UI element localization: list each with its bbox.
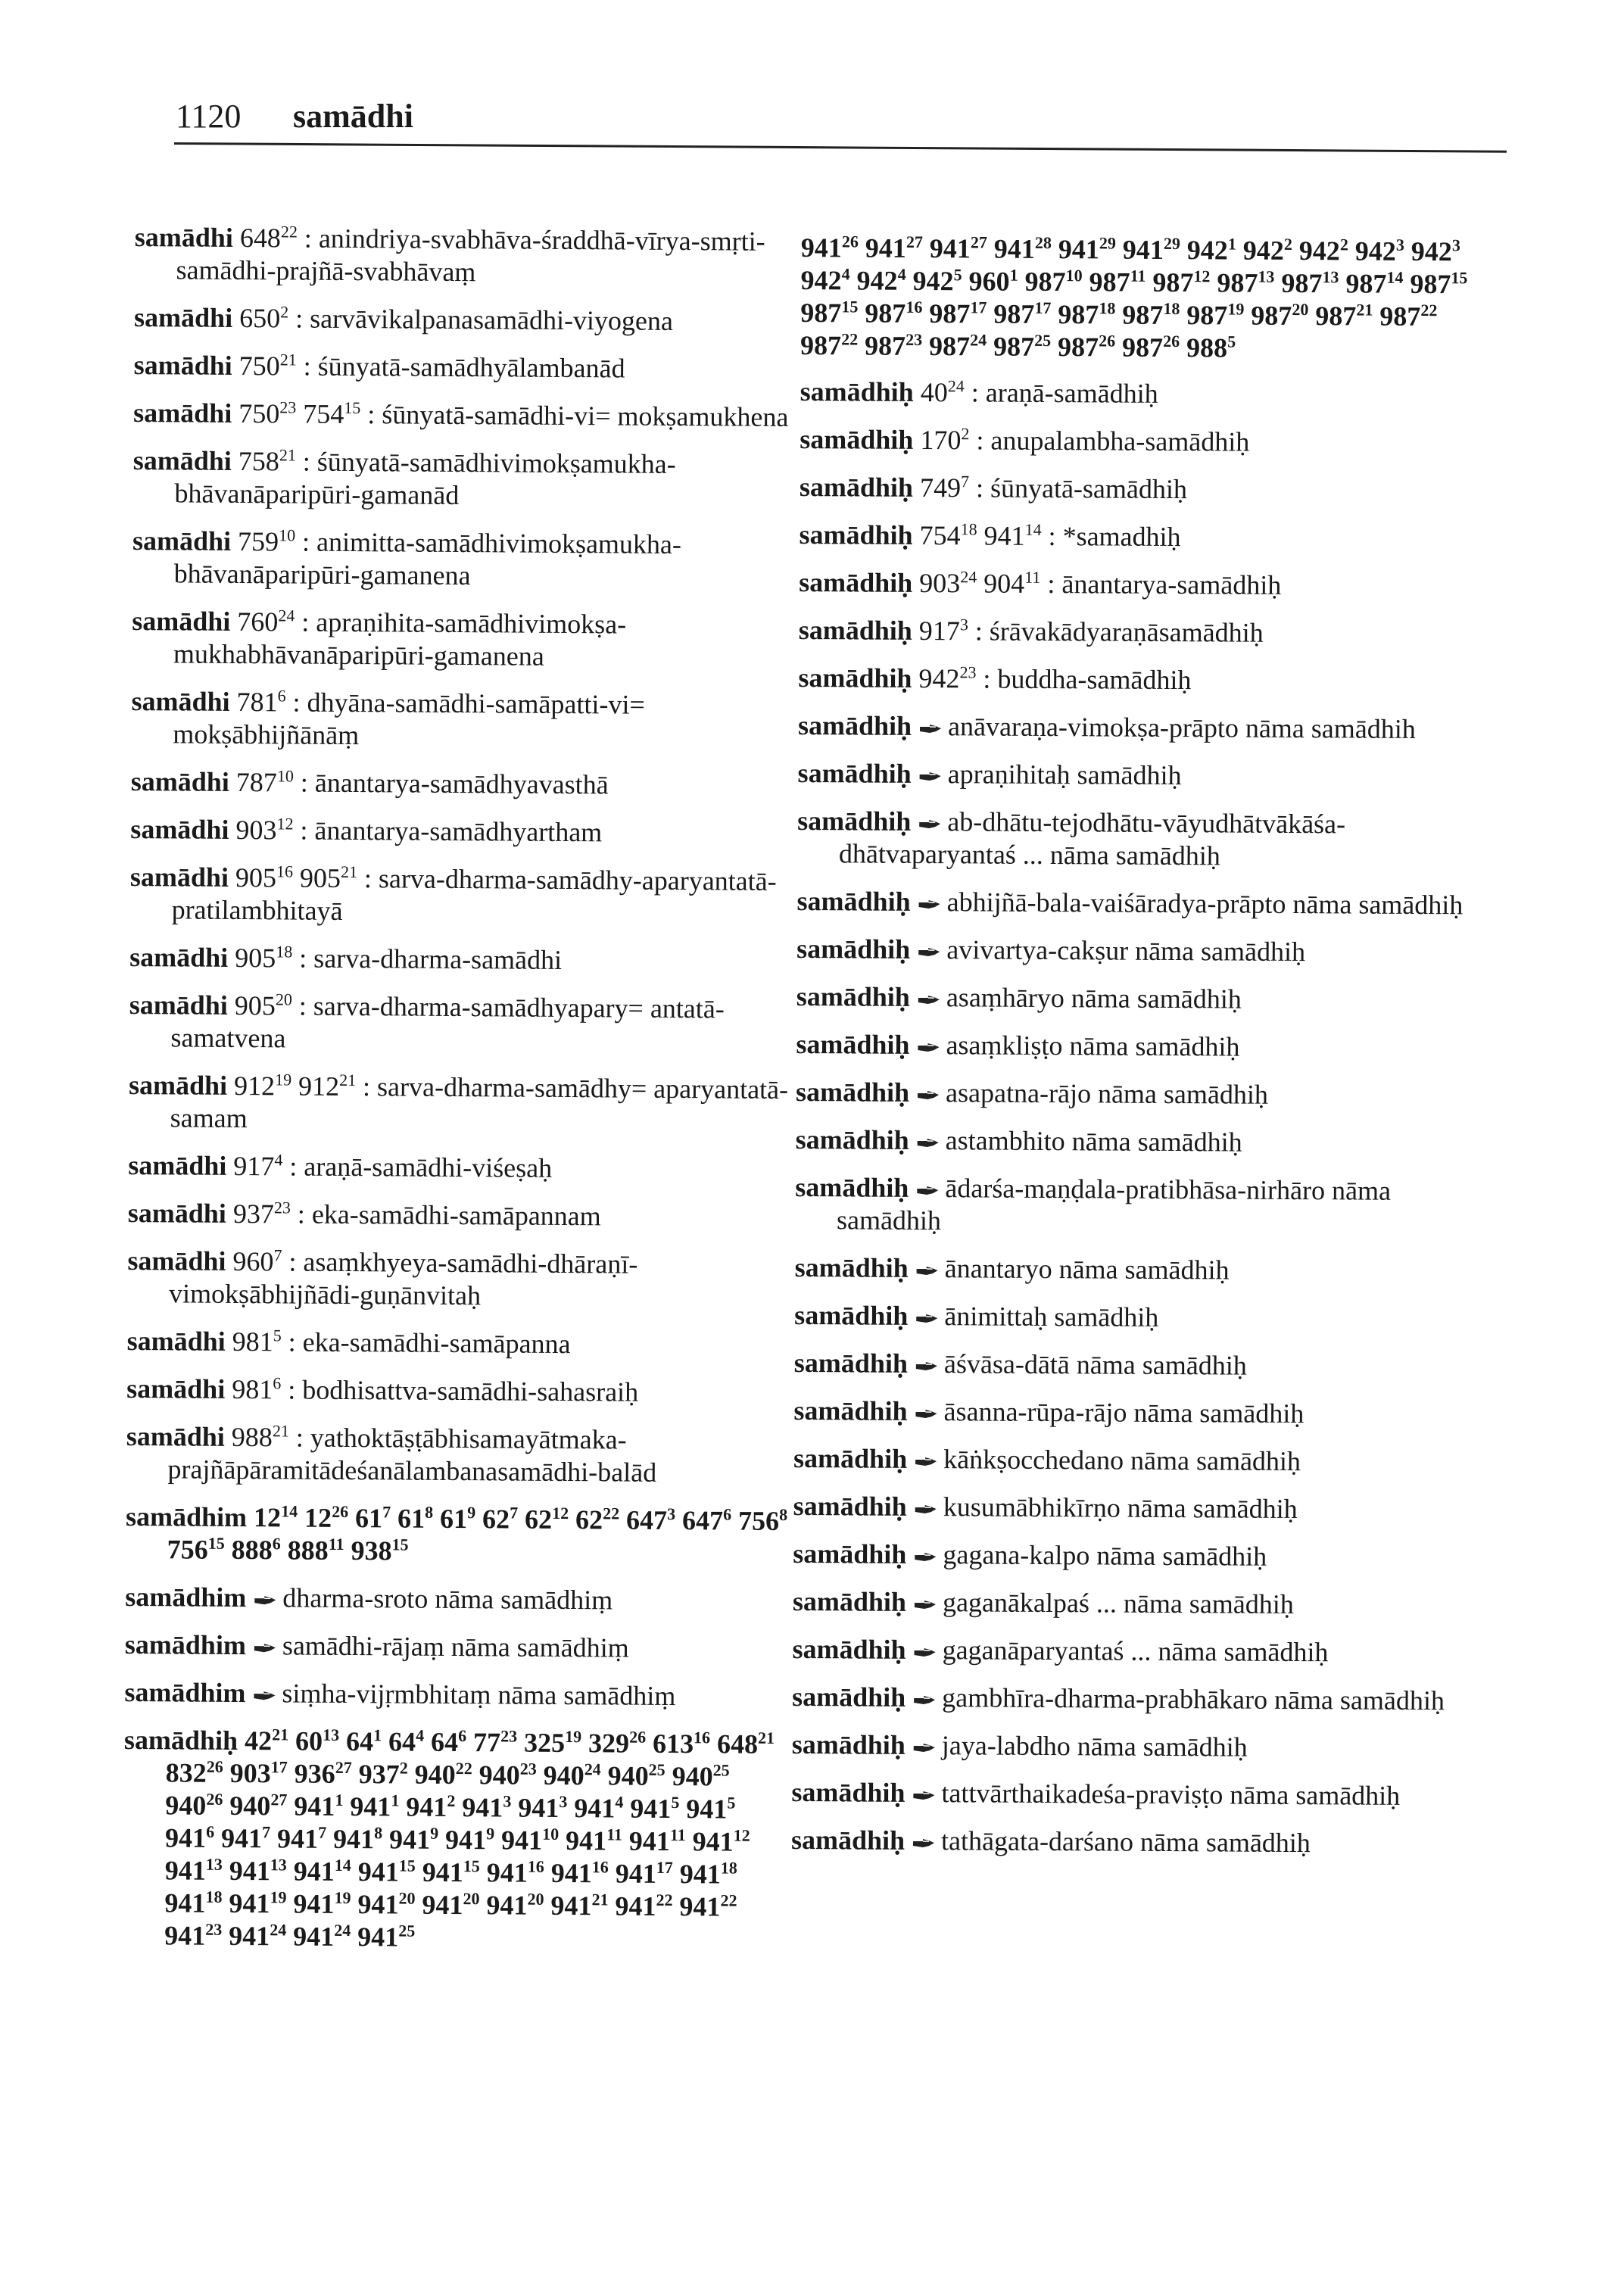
cross-reference-text: astambhito nāma samādhiḥ <box>945 1125 1242 1158</box>
cross-reference-entry <box>797 805 1479 874</box>
definition: anupalambha-samādhiḥ <box>990 425 1250 457</box>
headword: samādhi <box>130 765 230 797</box>
cross-reference-entry <box>793 1395 1475 1431</box>
definition: śūnyatā-samādhivimokṣamukha-bhāvanāparipūri-gamanād <box>174 446 676 510</box>
entry: samādhi $960^7$ : asaṃkhyeya-samādhi-dhāraṇī-vimokṣābhijñādi-guṇānvitaḥ <box>127 1245 638 1311</box>
entry: samādhi $650^2$ : sarvāvikalpanasamādhi-viyogena <box>133 301 674 336</box>
definition: *samadhiḥ <box>1062 521 1181 553</box>
headword: samādhi <box>126 1325 226 1357</box>
entry: samādhiḥ $903^{24}$ $904^{11}$ : ānantarya-samādhiḥ <box>799 566 1282 600</box>
page-references: $905^{18}$ <box>235 942 293 974</box>
cross-reference-entry <box>792 1681 1473 1717</box>
entry: samādhi $758^{21}$ : śūnyatā-samādhivimokṣamukha-bhāvanāparipūri-gamanād <box>132 444 676 510</box>
entry: samādhiḥ $170^2$ : anupalambha-samādhiḥ <box>800 423 1250 457</box>
headword: samādhiḥ <box>799 519 913 550</box>
cross-reference-entry <box>792 1633 1473 1669</box>
headword: samādhi <box>133 301 233 333</box>
page-header <box>176 97 1508 142</box>
headword: samādhi <box>134 221 234 253</box>
definition: sarva-dharma-samādhyapary= antatā-samatvena <box>170 990 725 1054</box>
left-column <box>123 221 801 1971</box>
cross-reference-text: dharma-sroto nāma samādhiṃ <box>282 1582 613 1616</box>
headword: samādhim <box>125 1501 248 1533</box>
definition: ānantarya-samādhyartham <box>314 815 603 848</box>
page-references: $942^{23}$ <box>918 662 977 694</box>
headword: samādhiḥ <box>795 1124 909 1155</box>
pointing-hand-icon <box>914 1600 937 1610</box>
entry: samādhi $905^{20}$ : sarva-dharma-samādhyapary= antatā-samatvena <box>129 989 725 1054</box>
cross-reference-entry <box>798 709 1479 746</box>
definition: araṇā-samādhi-viśeṣaḥ <box>304 1151 553 1183</box>
headword: samādhiḥ <box>123 1724 238 1756</box>
headword: samādhiḥ <box>798 614 912 646</box>
headword: samādhiḥ <box>794 1251 909 1283</box>
entry: samādhi $750^{23}$ $754^{15}$ : śūnyatā-samādhi-vi= mokṣamukhena <box>133 397 789 433</box>
cross-reference-text: gaganākalpaś ... nāma samādhiḥ <box>942 1587 1294 1620</box>
page-references: $42^{21}$ $60^{13}$ $64^1$ $64^4$ $64^6$ $77^{23}$ $325^{19}$ $329^{26}$ $613^{16}$ $648^{21}$ $832^{26}$ $903^{17}$ $936^{27}$ $937^2$ $940^{22}$ $940^{23}$ $940^{24}$ $940^{25}$ $940^{25}$ $940^{26}$ $940^{27}$ $941^1$ $941^1$ $941^2$ $941^3$ $941^3$ $941^4$ $941^5$ $941^5$ $941^6$ $941^7$ $941^7$ $941^8$ $941^9$ $941^9$ $941^{10}$ $941^{11}$ $941^{11}$ $941^{12}$ $941^{13}$ $941^{13}$ $941^{14}$ $941^{15}$ $941^{15}$ $941^{16}$ $941^{16}$ $941^{17}$ $941^{18}$ $941^{18}$ $941^{19}$ $941^{19}$ $941^{20}$ $941^{20}$ $941^{20}$ $941^{21}$ $941^{22}$ $941^{22}$ $941^{23}$ $941^{24}$ $941^{24}$ $941^{25}$ <box>164 1725 775 1953</box>
headword: samādhi <box>128 1149 227 1181</box>
cross-reference-entry <box>796 1076 1477 1112</box>
definition: ānantarya-samādhiḥ <box>1061 569 1282 600</box>
entry: samādhiḥ $40^{24}$ : araṇā-samādhiḥ <box>800 376 1158 409</box>
headword: samādhiḥ <box>793 1395 908 1426</box>
cross-reference-text: gagana-kalpo nāma samādhiḥ <box>943 1539 1267 1572</box>
page-references: $12^{14}$ $12^{26}$ $61^7$ $61^8$ $61^9$ $62^7$ $62^{12}$ $62^{22}$ $647^3$ $647^6$ $756^8$ $756^{15}$ $888^6$ $888^{11}$ $938^{15}$ <box>167 1501 788 1566</box>
entry: samādhi $759^{10}$ : animitta-samādhivimokṣamukha-bhāvanāparipūri-gamanena <box>132 525 682 591</box>
cross-reference-entry <box>796 1124 1477 1160</box>
entry: samādhi $750^{21}$ : śūnyatā-samādhyālambanād <box>133 349 625 384</box>
page-references: $917^4$ <box>233 1150 283 1182</box>
pointing-hand-icon <box>914 1647 937 1658</box>
headword: samādhiḥ <box>793 1538 907 1569</box>
pointing-hand-icon <box>914 1552 937 1563</box>
cross-reference-entry <box>794 1299 1476 1336</box>
headword: samādhi <box>128 1069 228 1101</box>
headword: samādhi <box>129 989 228 1021</box>
cross-reference-text: āsanna-rūpa-rājo nāma samādhiḥ <box>943 1396 1304 1429</box>
cross-reference-text: avivartya-cakṣur nāma samādhiḥ <box>946 934 1306 968</box>
headword: samādhiḥ <box>791 1776 906 1808</box>
headword: samādhi <box>133 349 232 381</box>
headword: samādhim <box>125 1581 247 1613</box>
page-references: $937^{23}$ <box>232 1198 291 1230</box>
references-continued: $941^{26}$ $941^{27}$ $941^{27}$ $941^{28}$ $941^{29}$ $941^{29}$ $942^1$ $942^2$ $942^2$ $942^3$ $942^3$ $942^4$ $942^4$ $942^5$ $960^1$ $987^{10}$ $987^{11}$ $987^{12}$ $987^{13}$ $987^{13}$ $987^{14}$ $987^{15}$ $987^{15}$ $987^{16}$ $987^{17}$ $987^{17}$ $987^{18}$ $987^{18}$ $987^{19}$ $987^{20}$ $987^{21}$ $987^{22}$ $987^{22}$ $987^{23}$ $987^{24}$ $987^{25}$ $987^{26}$ $987^{26}$ $988^5$ <box>800 232 1468 363</box>
headword: samādhiḥ <box>792 1681 906 1713</box>
cross-reference-entry <box>793 1490 1475 1526</box>
headword: samādhiḥ <box>800 423 914 455</box>
cross-reference-entry <box>796 1028 1477 1064</box>
cross-reference-text: ānantaryo nāma samādhiḥ <box>944 1253 1230 1286</box>
page-references: $648^{22}$ <box>239 222 298 254</box>
page-references: $170^2$ <box>920 424 970 456</box>
cross-reference-entry <box>795 1171 1477 1240</box>
headword: samādhi <box>133 397 232 429</box>
headword: samādhi <box>129 941 229 973</box>
page-references: $760^{24}$ <box>237 606 295 637</box>
entry: samādhi $781^6$ : dhyāna-samādhi-samāpatti-vi= mokṣābhijñānāṃ <box>131 685 645 751</box>
definition: śūnyatā-samādhiḥ <box>990 472 1188 505</box>
pointing-hand-icon <box>916 1266 939 1276</box>
headword: samādhi <box>127 1245 226 1276</box>
cross-reference-text: apraṇihitaḥ samādhiḥ <box>947 759 1182 791</box>
definition: animitta-samādhivimokṣamukha-bhāvanāparipūri-gamanena <box>173 526 682 591</box>
headword: samādhiḥ <box>797 805 912 837</box>
headword: samādhi <box>130 813 229 845</box>
definition: anindriya-svabhāva-śraddhā-vīrya-smṛti-samādhi-prajñā-svabhāvaṃ <box>176 223 765 288</box>
cross-reference-text: tathāgata-darśano nāma samādhiḥ <box>940 1825 1311 1859</box>
page-references: $781^6$ <box>236 686 286 718</box>
pointing-hand-icon <box>912 1791 935 1801</box>
pointing-hand-icon <box>917 1043 940 1053</box>
headword: samādhi <box>126 1420 225 1452</box>
definition: sarva-dharma-samādhy= aparyantatā-samam <box>170 1071 789 1134</box>
headword: samādhiḥ <box>795 1076 910 1108</box>
pointing-hand-icon <box>918 819 941 830</box>
page-references: $903^{24}$ $904^{11}$ <box>919 567 1041 599</box>
cross-reference-entry <box>124 1676 790 1713</box>
definition: dhyāna-samādhi-samāpatti-vi= mokṣābhijñānāṃ <box>173 687 645 751</box>
headword: samādhi <box>131 685 230 717</box>
cross-reference-entry <box>791 1824 1473 1860</box>
page-references: $754^{18}$ $941^{14}$ <box>919 519 1042 551</box>
cross-reference-text: kusumābhikīrṇo nāma samādhiḥ <box>943 1491 1298 1525</box>
pointing-hand-icon <box>253 1691 276 1701</box>
entry: samādhi $981^6$ : bodhisattva-samādhi-sahasraiḥ <box>126 1373 639 1407</box>
cross-reference-entry <box>795 1251 1476 1288</box>
page-references: $981^6$ <box>232 1373 282 1405</box>
definition: śrāvakādyaraṇāsamādhiḥ <box>989 616 1264 648</box>
pointing-hand-icon <box>912 1838 935 1849</box>
cross-reference-text: gambhīra-dharma-prabhākaro nāma samādhiḥ <box>942 1682 1445 1716</box>
pointing-hand-icon <box>918 995 940 1005</box>
pointing-hand-icon <box>254 1595 276 1606</box>
cross-reference-entry <box>793 1585 1474 1622</box>
page-number: 1120 <box>176 98 242 135</box>
cross-reference-entry <box>793 1442 1475 1479</box>
pointing-hand-icon <box>919 724 942 734</box>
cross-reference-text: samādhi-rājaṃ nāma samādhiṃ <box>282 1630 629 1663</box>
pointing-hand-icon <box>915 1409 937 1420</box>
pointing-hand-icon <box>917 1138 940 1149</box>
definition: sarvāvikalpanasamādhi-viyogena <box>310 303 674 336</box>
headword: samādhim <box>124 1676 246 1709</box>
page-references: $650^2$ <box>239 302 289 334</box>
cross-reference-entry <box>791 1776 1473 1812</box>
page-references: $903^{12}$ <box>235 814 294 846</box>
headword: samādhiḥ <box>798 662 912 693</box>
definition: araṇā-samādhiḥ <box>985 377 1158 409</box>
definition: ānantarya-samādhyavasthā <box>314 767 609 800</box>
cross-reference-entry <box>794 1347 1476 1383</box>
headword: samādhiḥ <box>797 757 912 789</box>
cross-reference-text: jaya-labdho nāma samādhiḥ <box>941 1730 1248 1763</box>
headword: samādhiḥ <box>799 471 914 503</box>
cross-reference-text: tattvārthaikadeśa-praviṣṭo nāma samādhiḥ <box>941 1778 1401 1811</box>
cross-reference-text: anāvaraṇa-vimokṣa-prāpto nāma samādhih <box>947 711 1416 744</box>
headword: samādhiḥ <box>796 980 911 1012</box>
headword: samādhim <box>124 1629 247 1661</box>
cross-reference-text: ab-dhātu-tejodhātu-vāyudhātvākāśa-dhātvaparyantaś ... nāma samādhiḥ <box>838 806 1346 871</box>
headword: samādhi <box>129 861 229 893</box>
headword: samādhiḥ <box>800 376 914 407</box>
definition: śūnyatā-samādhi-vi= mokṣamukhena <box>382 399 789 433</box>
entry: samādhi $988^{21}$ : yathoktāṣṭābhisamayātmaka-prajñāpāramitādeśanālambanasamādhi-balād <box>126 1420 657 1488</box>
entry: samādhi $905^{16}$ $905^{21}$ : sarva-dharma-samādhy-aparyantatā-pratilambhitayā <box>129 861 777 926</box>
pointing-hand-icon <box>916 1186 939 1196</box>
definition: eka-samādhi-samāpanna <box>302 1326 571 1360</box>
headword: samādhiḥ <box>796 1028 910 1060</box>
cross-reference-text: asaṃkliṣṭo nāma samādhiḥ <box>946 1030 1240 1062</box>
entry: samādhi $912^{19}$ $912^{21}$ : sarva-dharma-samādhy= aparyantatā-samam <box>128 1069 789 1134</box>
definition: sarva-dharma-samādhy-aparyantatā-pratilambhitayā <box>171 863 777 926</box>
definition: buddha-samādhiḥ <box>997 663 1192 696</box>
headword: samādhiḥ <box>799 566 913 598</box>
definition: bodhisattva-samādhi-sahasraiḥ <box>302 1374 639 1407</box>
entry: samādhi $905^{18}$ : sarva-dharma-samādhi <box>129 941 563 975</box>
entry: samādhi $937^{23}$ : eka-samādhi-samāpannam <box>127 1197 601 1232</box>
page-references: $917^3$ <box>918 615 968 647</box>
cross-reference-entry <box>796 933 1478 969</box>
pointing-hand-icon <box>918 947 940 958</box>
page-references: $912^{19}$ $912^{21}$ <box>233 1070 357 1102</box>
entry <box>123 1724 790 1956</box>
pointing-hand-icon <box>919 771 942 782</box>
cross-reference-entry <box>792 1728 1473 1765</box>
page-references: $750^{23}$ $754^{15}$ <box>238 397 361 429</box>
header-rule <box>174 142 1507 153</box>
cross-reference-text: siṃha-vijṛmbhitaṃ nāma samādhiṃ <box>282 1678 676 1712</box>
headword: samādhiḥ <box>793 1347 909 1379</box>
pointing-hand-icon <box>913 1695 936 1706</box>
entry: samādhi $787^{10}$ : ānantarya-samādhyavasthā <box>130 765 609 800</box>
headword: samādhiḥ <box>792 1633 906 1665</box>
pointing-hand-icon <box>913 1743 936 1753</box>
cross-reference-text: kāṅkṣocchedano nāma samādhiḥ <box>943 1444 1301 1477</box>
cross-reference-text: gaganāparyantaś ... nāma samādhiḥ <box>942 1635 1329 1668</box>
headword: samādhiḥ <box>797 709 912 741</box>
pointing-hand-icon <box>915 1504 937 1515</box>
entry: samādhiḥ $754^{18}$ $941^{14}$ : *samadhiḥ <box>799 519 1181 553</box>
page-references: $749^7$ <box>919 472 970 503</box>
headword: samādhiḥ <box>794 1299 909 1331</box>
page-references: $905^{20}$ <box>234 990 292 1021</box>
cross-reference-entry <box>793 1538 1474 1574</box>
pointing-hand-icon <box>254 1643 276 1653</box>
running-head: samādhi <box>293 98 413 135</box>
entry: samādhi $903^{12}$ : ānantarya-samādhyartham <box>130 813 603 848</box>
headword: samādhi <box>126 1373 226 1404</box>
page-references: $758^{21}$ <box>238 445 296 477</box>
headword: samādhi <box>132 525 232 556</box>
pointing-hand-icon <box>915 1457 937 1467</box>
definition: apraṇihita-samādhivimokṣa-mukhabhāvanāparipūri-gamanena <box>173 606 627 672</box>
page-references: $988^{21}$ <box>231 1421 289 1453</box>
cross-reference-text: asapatna-rājo nāma samādhiḥ <box>946 1077 1269 1110</box>
cross-reference-entry <box>125 1581 791 1618</box>
definition: eka-samādhi-samāpannam <box>311 1198 601 1232</box>
page-references: $787^{10}$ <box>235 766 295 798</box>
page-references: $759^{10}$ <box>237 525 296 557</box>
headword: samādhi <box>127 1197 227 1229</box>
entry: samādhi $981^5$ : eka-samādhi-samāpanna <box>126 1325 571 1360</box>
entry: samādhiḥ $749^7$ : śūnyatā-samādhiḥ <box>799 471 1188 505</box>
pointing-hand-icon <box>918 899 941 910</box>
definition: asaṃkhyeya-samādhi-dhāraṇī-vimokṣābhijñādi-guṇānvitaḥ <box>168 1246 638 1311</box>
cross-reference-entry <box>125 1629 791 1666</box>
page-references: $750^{21}$ <box>238 350 297 382</box>
cross-reference-entry <box>796 885 1478 921</box>
entry: samādhi $648^{22}$ : anindriya-svabhāva-śraddhā-vīrya-smṛti-samādhi-prajñā-svabhāvaṃ <box>134 221 765 288</box>
headword: samādhi <box>132 444 232 476</box>
entry: samādhiḥ $942^{23}$ : buddha-samādhiḥ <box>798 662 1192 696</box>
headword: samādhiḥ <box>793 1490 907 1522</box>
page-references: $981^5$ <box>232 1326 282 1357</box>
cross-reference-text: āśvāsa-dātā nāma samādhiḥ <box>943 1348 1247 1381</box>
entry: samādhiḥ $917^3$ : śrāvakādyaraṇāsamādhiḥ <box>798 614 1264 648</box>
headword: samādhiḥ <box>791 1728 906 1760</box>
cross-reference-text: asaṃhāryo nāma samādhiḥ <box>946 982 1242 1015</box>
right-column <box>791 232 1482 1875</box>
cross-reference-entry <box>796 980 1478 1017</box>
entry: samādhi $917^4$ : araṇā-samādhi-viśeṣaḥ <box>128 1149 553 1183</box>
page-references: $40^{24}$ <box>920 376 965 408</box>
headword: samādhi <box>132 605 231 637</box>
cross-reference-text: ānimittaḥ samādhiḥ <box>944 1301 1159 1332</box>
headword: samādhiḥ <box>792 1585 907 1617</box>
definition: yathoktāṣṭābhisamayātmaka-prajñāpāramitādeśanālambanasamādhi-balād <box>167 1422 657 1488</box>
headword: samādhiḥ <box>790 1824 906 1856</box>
entry <box>126 1501 793 1570</box>
headword: samādhiḥ <box>796 933 911 965</box>
cross-reference-text: abhijñā-bala-vaiśāradya-prāpto nāma samādhiḥ <box>946 887 1463 921</box>
pointing-hand-icon <box>915 1361 938 1372</box>
definition: sarva-dharma-samādhi <box>313 943 563 975</box>
page-references: $960^7$ <box>232 1245 282 1277</box>
headword: samādhiḥ <box>796 885 911 917</box>
cross-reference-text: ādarśa-maṇḍala-pratibhāsa-nirhāro nāma samādhiḥ <box>836 1173 1392 1236</box>
pointing-hand-icon <box>917 1090 940 1101</box>
headword: samādhiḥ <box>795 1171 909 1203</box>
pointing-hand-icon <box>915 1314 938 1324</box>
cross-reference-entry <box>797 757 1479 793</box>
page-references: $905^{16}$ $905^{21}$ <box>235 862 358 893</box>
headword: samādhiḥ <box>793 1442 908 1474</box>
definition: śūnyatā-samādhyālambanād <box>317 351 625 384</box>
entry: samādhi $760^{24}$ : apraṇihita-samādhivimokṣa-mukhabhāvanāparipūri-gamanena <box>132 605 627 672</box>
